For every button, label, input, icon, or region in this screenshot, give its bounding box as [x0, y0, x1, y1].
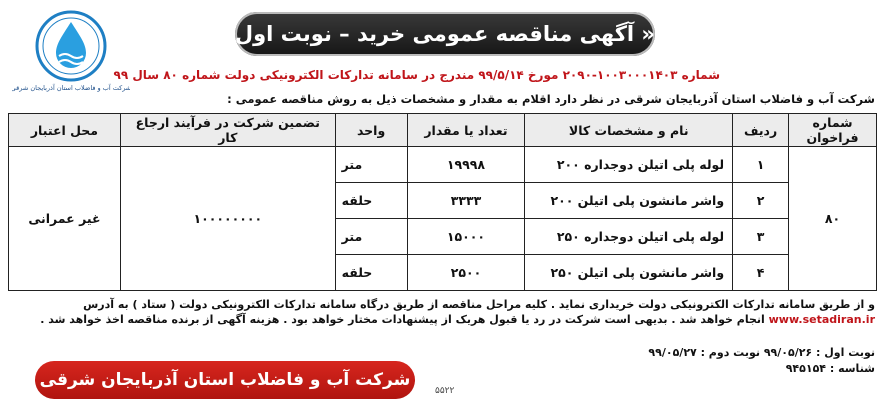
row-number: ۱ [733, 147, 789, 183]
credit-cell: غیر عمرانی [9, 147, 121, 291]
items-table [8, 113, 877, 291]
call-number-cell: ۸۰ [789, 147, 877, 291]
table-header-row [9, 114, 877, 147]
notes-paragraph [10, 297, 875, 327]
header-row: ردیف [733, 114, 789, 147]
notes-line-2 [10, 312, 875, 327]
header-guarantee: تضمین شرکت در فرآیند ارجاع کار [120, 114, 335, 147]
publish-date-line: نوبت اول : ۹۹/۰۵/۲۶ نوبت دوم : ۹۹/۰۵/۲۷ [648, 346, 875, 359]
header-name: نام و مشخصات کالا [525, 114, 733, 147]
guarantee-cell: ۱۰۰۰۰۰۰۰۰ [120, 147, 335, 291]
item-unit: حلقه [335, 255, 407, 291]
header-call-number: شماره فراخوان [789, 114, 877, 147]
setad-link[interactable]: www.setadiran.ir [768, 313, 875, 326]
row-number: ۲ [733, 183, 789, 219]
publish-dates [575, 345, 875, 377]
logo-caption: شرکت آب و فاضلاب استان آذربایجان شرقی [12, 84, 130, 92]
item-quantity: ۱۹۹۹۸ [407, 147, 525, 183]
notes-line-1: و از طریق سامانه تدارکات الکترونیکی دولت خریداری نماید . کلیه مراحل مناقصه از طریق درگاه سامانه تدارکات الکترونیکی دولت ( ستاد ) به آدرس [83, 298, 875, 311]
item-unit: حلقه [335, 183, 407, 219]
water-drop-icon [12, 6, 130, 94]
notes-line-2-text: انجام خواهد شد . بدیهی است شرکت در رد یا قبول هریک از پیشنهادات مختار خواهد بود . هزینه آگهی از برنده مناقصه اخذ خواهد شد . [40, 313, 769, 326]
header-quantity: تعداد یا مقدار [407, 114, 525, 147]
intro-text: شرکت آب و فاضلاب استان آذربایجان شرقی در نظر دارد اقلام به مقدار و مشخصات ذیل به روش مناقصه عمومی : [227, 92, 875, 106]
company-banner: شرکت آب و فاضلاب استان آذربایجان شرقی [35, 361, 415, 399]
item-unit: متر [335, 147, 407, 183]
item-name: واشر مانشون پلی اتیلن ۲۵۰ [525, 255, 733, 291]
table-row [9, 147, 877, 183]
header-unit: واحد [335, 114, 407, 147]
item-unit: متر [335, 219, 407, 255]
tender-number: شماره ۱۰۰۳۰۰۰۱۴۰۳-۲۰۹۰ مورخ ۹۹/۵/۱۴ مندرج در سامانه تدارکات الکترونیکی دولت شماره ۸۰ سال ۹۹ [113, 68, 720, 82]
row-number: ۳ [733, 219, 789, 255]
item-name: واشر مانشون پلی اتیلن ۲۰۰ [525, 183, 733, 219]
item-quantity: ۳۳۳۳ [407, 183, 525, 219]
item-quantity: ۲۵۰۰ [407, 255, 525, 291]
item-name: لوله پلی اتیلن دوجداره ۲۵۰ [525, 219, 733, 255]
ad-id-line: شناسه : ۹۴۵۱۵۴ [785, 362, 875, 375]
ad-title: « آگهی مناقصه عمومی خرید – نوبت اول » [235, 12, 655, 56]
item-name: لوله پلی اتیلن دوجداره ۲۰۰ [525, 147, 733, 183]
row-number: ۴ [733, 255, 789, 291]
ad-code: ۵۵۲۲ [435, 386, 455, 396]
header-credit: محل اعتبار [9, 114, 121, 147]
item-quantity: ۱۵۰۰۰ [407, 219, 525, 255]
company-logo [12, 6, 130, 94]
